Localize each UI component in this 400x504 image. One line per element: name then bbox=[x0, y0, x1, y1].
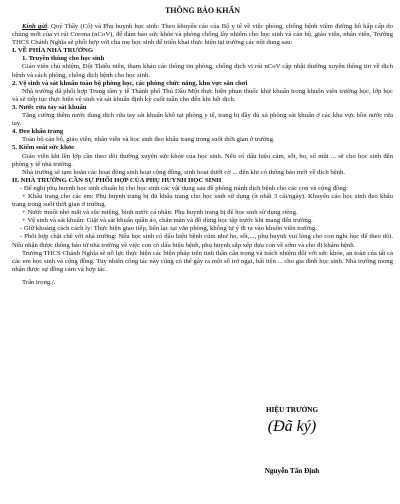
s1-1-text: Giáo viên chủ nhiệm, Đội Thiếu niên, tham khảo các thông tin phòng, chống dịch vi rút nCoV cập nhật thường xuyên thông tin về dịch bệnh và cách phòng, chống dịch bệnh cho học sinh. bbox=[12, 63, 393, 79]
s1-3-heading: 3. Nước rửa tay sát khuẩn bbox=[12, 103, 87, 111]
s1-1-heading: 1. Truyền thông cho học sinh bbox=[22, 55, 105, 63]
s2-bullet-masks: + Khẩu trang cho các em: Phụ huynh trang bị đủ khẩu trang cho học sinh sử dụng (ít nhất 3 cái/ngày). Khuyến cáo học sinh đeo khẩu trang trong suốt thời gian ở trường. bbox=[12, 192, 393, 209]
greeting-text: : Quý Thầy (Cô) và Phụ huynh học sinh: Theo khuyến cáo của Bộ y tế về việc phòng, chống bệnh viêm đường hô hấp cấp do chủng mới của vi rút Corona (nCoV), để đảm bảo sức khỏe và phòng chống lây nhiễm cho học sinh và cán bộ, giáo viên, nhân viên, Trường THCS Chánh Nghĩa sẽ phối hợp với cha mẹ học sinh để triển khai thực hiện tại trường các nội dung sau: bbox=[12, 23, 393, 47]
s1-3-text: Tăng cường thêm nước dung dịch rửa tay sát khuẩn khô tại phòng y tế, trang bị đầy đủ xà phòng sát khuẩn ở các khu vực bồn nước rửa tay. bbox=[12, 112, 393, 128]
s2-intro: - Để nghị phụ huynh học sinh chuẩn bị cho học sinh các vật dụng sau để phòng tránh dịch bệnh cho các con và cộng đồng: bbox=[20, 184, 348, 192]
s1-2-text: Nhà trường đã phối hợp Trung tâm y tế Thành phố Thủ Dầu Một thực hiện phun thuốc khử khuẩn trong khuôn viên trường học, lớp học và sẽ tiếp tục thực hiện vệ sinh và sát khuẩn định kỳ cuối tuần cho đến khi hết dịch. bbox=[12, 87, 393, 103]
signature-title: HIỆU TRƯỞNG bbox=[265, 406, 319, 414]
s1-4-heading: 4. Đeo khẩu trang bbox=[12, 128, 64, 136]
s1-5-text2: Nhà trường sẽ tạm hoãn các hoạt động sinh hoạt cộng đồng, sinh hoạt dưới cờ ... đến khi có thông báo mới về dịch bệnh. bbox=[22, 168, 346, 176]
document-title: THÔNG BÁO KHẨN bbox=[164, 6, 241, 15]
greeting-paragraph bbox=[12, 23, 393, 47]
s1-4-text: Toàn bộ cán bộ, giáo viên, nhân viên và học sinh đeo khẩu trang trong suốt thời gian ở trường. bbox=[22, 136, 275, 144]
signature-note: (Đã ký) bbox=[267, 418, 317, 435]
s2-coordination: - Phối hợp chặt chẽ với nhà trường: Nếu học sinh có dấu hiệu bệnh cúm như ho, sốt,..., phụ huynh vui lòng cho con nghỉ học để theo dõi. Nếu nhận được thông báo từ nhà trường về việc con có dấu hiệu bệnh, phụ huynh sắp xếp đưa con về sớm và cho đi khám bệnh. bbox=[12, 233, 393, 249]
s2-bullet-saline: + Nước muối nhỏ mắt và súc miệng, bình nước cá nhân: Phụ huynh trang bị để học sinh sử dụng riêng. bbox=[22, 209, 298, 217]
s2-bullet-hygiene: + Vệ sinh và sát khuẩn: Giặt và sát khuẩn quần áo, chăn màn và đồ dùng học tập trước khi mang đến trường. bbox=[22, 217, 313, 225]
closing-text: Trân trọng./. bbox=[22, 278, 56, 286]
s1-2-heading: 2. Vệ sinh và sát khuẩn toàn bộ phòng học, các phòng chức năng, khu vực sân chơi bbox=[12, 79, 248, 87]
s2-commitment: Trường THCS Chánh Nghĩa sẽ nỗ lực thực hiện các biện pháp trên tinh thần cẩn trọng và trách nhiệm đối với sức khỏe, an toàn của tất cả các em học sinh và cộng đồng. Tuy nhiên công tác này cũng có thể gây ra một số trở ngại, bất tiện ... cho gia đình học sinh. Nhà trường mong nhận được sự đồng cảm và hợp tác. bbox=[12, 249, 393, 273]
section2-heading: II. NHÀ TRƯỜNG CẦN SỰ PHỐI HỢP CỦA PHỤ HUYNH HỌC SINH bbox=[12, 176, 222, 184]
section1-heading: I. VỀ PHÍA NHÀ TRƯỜNG bbox=[12, 47, 94, 55]
greeting-label: Kính gửi bbox=[22, 23, 48, 30]
s1-5-heading: 5. Kiểm soát sức khỏe bbox=[12, 144, 75, 152]
signature-name: Nguyễn Tấn Định bbox=[264, 467, 320, 475]
s2-distance: - Giữ khoảng cách cách ly: Thực hiện giao tiếp, liên lạc tại văn phòng, không tự ý đi ra vào khuôn viên trường. bbox=[20, 225, 317, 233]
s1-5-text: Giáo viên khi lên lớp cần theo dõi thường xuyên sức khỏe của học sinh. Nếu có dấu hiệu cảm, sốt, ho, sổ mũi ... sẽ cho học sinh đến phòng y tế nhà trường. bbox=[12, 152, 393, 168]
